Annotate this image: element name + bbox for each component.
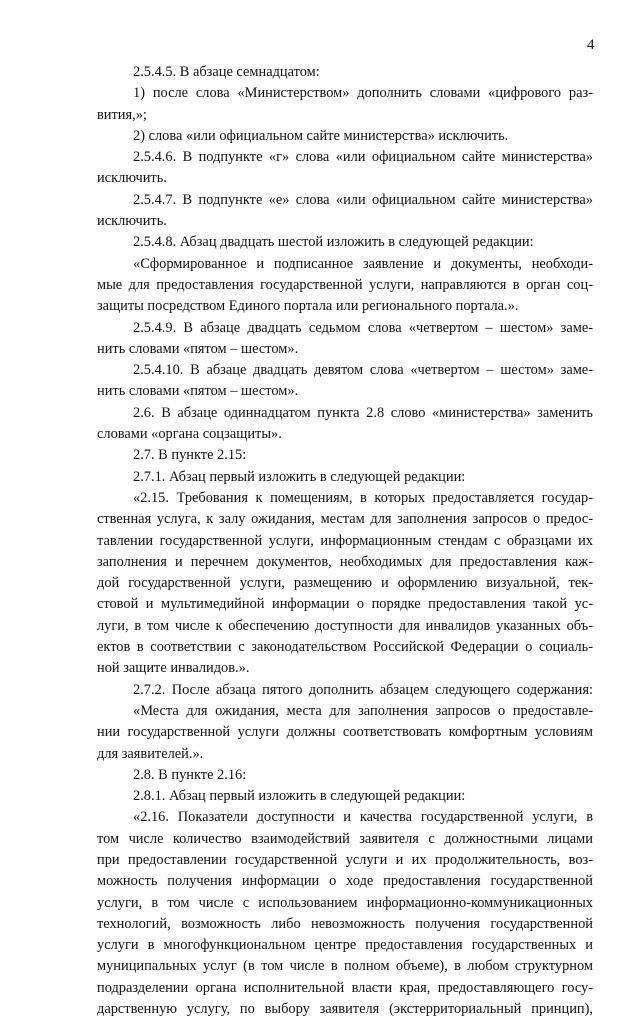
text-line: «Места для ожидания, места для заполнения запросов о предоставле- xyxy=(133,702,593,719)
document-body xyxy=(97,62,593,1020)
text-line: 2.7. В пункте 2.15: xyxy=(133,447,247,464)
text-line: для заявителей.». xyxy=(97,745,204,762)
text-line: нии государственной услуги должны соответствовать комфортным условиям xyxy=(97,724,593,741)
text-line: 2.8.1. Абзац первый изложить в следующей редакции: xyxy=(133,788,466,805)
text-line: «2.16. Показатели доступности и качества государственной услуги, в xyxy=(133,809,593,826)
text-line: 2.5.4.9. В абзаце двадцать седьмом слова «четвертом – шестом» заме- xyxy=(133,319,593,336)
text-line: можность получения информации о ходе предоставления государственной xyxy=(97,873,593,890)
text-line: 2.8. В пункте 2.16: xyxy=(133,766,247,783)
text-line: 2.6. В абзаце одиннадцатом пункта 2.8 слово «министерства» заменить xyxy=(133,404,593,421)
text-line: стовой и мультимедийной информации о порядке предоставления такой ус- xyxy=(97,596,593,613)
text-line: вития,»; xyxy=(97,106,147,123)
text-line: мые для предоставления государственной услуги, направляются в орган соц- xyxy=(97,276,593,293)
text-line: исключить. xyxy=(97,170,167,187)
text-line: 2.5.4.6. В подпункте «г» слова «или официальном сайте министерства» xyxy=(133,149,593,166)
text-line: муниципальных услуг (в том числе в полном объеме), в любом структурном xyxy=(97,958,593,975)
text-line: защиты посредством Единого портала или регионального портала.». xyxy=(97,298,519,315)
text-line: ной защите инвалидов.». xyxy=(97,660,250,677)
text-line: ектов в соответствии с законодательством Российской Федерации о социаль- xyxy=(97,639,593,656)
text-line: 2.5.4.7. В подпункте «е» слова «или официальном сайте министерства» xyxy=(133,191,593,208)
text-line: услуги, в том числе с использованием информационно-коммуникационных xyxy=(97,894,593,911)
text-line: заполнения и перечнем документов, необходимых для предоставления каж- xyxy=(97,553,593,570)
text-line: том числе количество взаимодействий заявителя с должностными лицами xyxy=(97,830,593,847)
text-line: ственная услуга, к залу ожидания, местам для заполнения запросов о предос- xyxy=(97,511,593,528)
text-line: подразделении органа исполнительной власти края, предоставляющего госу- xyxy=(97,979,593,996)
text-line: «Сформированное и подписанное заявление и документы, необходи- xyxy=(133,255,593,272)
text-line: 2.7.1. Абзац первый изложить в следующей редакции: xyxy=(133,468,466,485)
text-line: исключить. xyxy=(97,213,167,230)
text-line: технологий, возможность либо невозможность получения государственной xyxy=(97,915,593,932)
text-line: нить словами «пятом – шестом». xyxy=(97,340,299,357)
text-line: 2) слова «или официальном сайте министерства» исключить. xyxy=(133,127,509,144)
text-line: 2.7.2. После абзаца пятого дополнить абзацем следующего содержания: xyxy=(133,681,593,698)
text-line: услуги в многофункциональном центре предоставления государственных и xyxy=(97,937,593,954)
text-line: 2.5.4.5. В абзаце семнадцатом: xyxy=(133,64,320,80)
text-line: словами «органа соцзащиты». xyxy=(97,426,282,443)
text-line: нить словами «пятом – шестом». xyxy=(97,383,299,400)
text-line: 2.5.4.10. В абзаце двадцать девятом слова «четвертом – шестом» заме- xyxy=(133,362,593,379)
text-line: дарственную услугу, по выбору заявителя (экстерриториальный принцип), xyxy=(97,1001,593,1018)
text-line: дой государственной услуги, размещению и оформлению визуальной, тек- xyxy=(97,575,593,592)
page-number: 4 xyxy=(587,37,595,53)
text-line: «2.15. Требования к помещениям, в которых предоставляется государ- xyxy=(133,489,593,506)
text-line: луги, в том числе к обеспечению доступности для инвалидов указанных объ- xyxy=(97,617,593,634)
text-line: тавлении государственной услуги, информационным стендам с образцами их xyxy=(97,532,593,549)
text-line: 1) после слова «Министерством» дополнить словами «цифрового раз- xyxy=(133,85,593,102)
text-line: 2.5.4.8. Абзац двадцать шестой изложить в следующей редакции: xyxy=(133,234,534,251)
text-line: при предоставлении государственной услуги и их продолжительность, воз- xyxy=(97,851,593,868)
